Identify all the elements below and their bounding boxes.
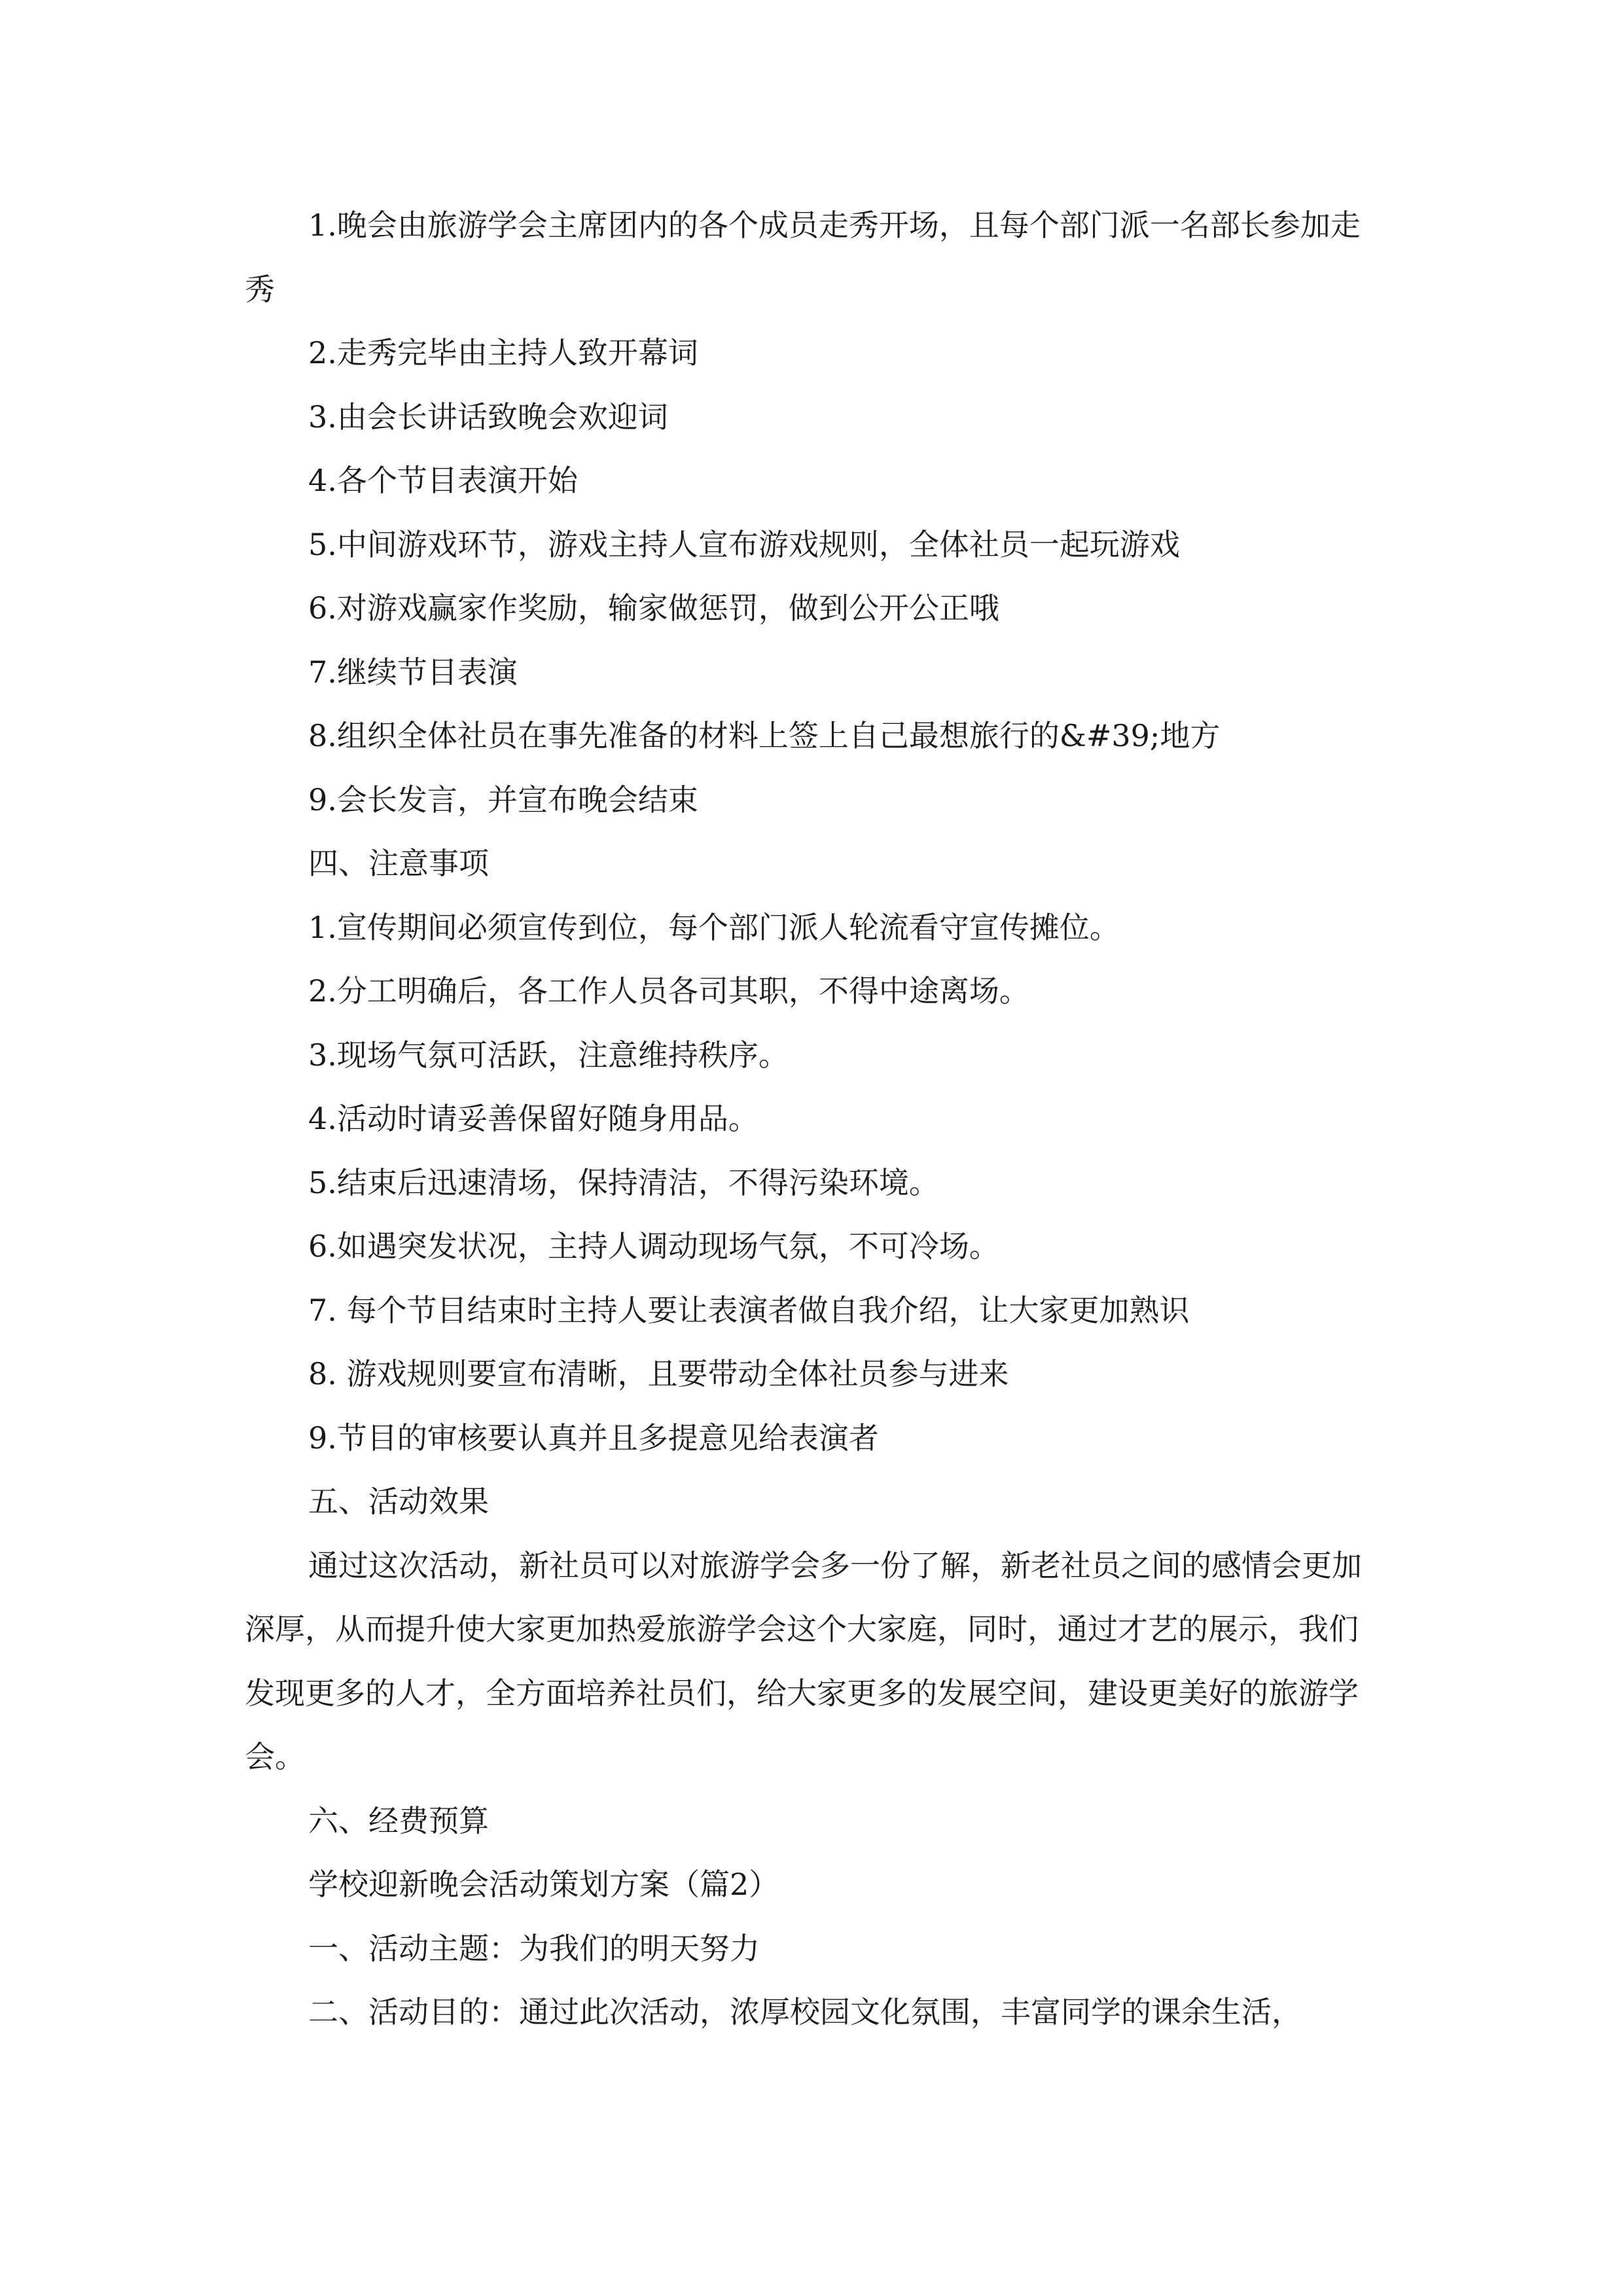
- paragraph-note-6: 6.如遇突发状况，主持人调动现场气氛，不可冷场。: [308, 1229, 999, 1264]
- paragraph-note-9: 9.节目的审核要认真并且多提意见给表演者: [308, 1420, 879, 1456]
- paragraph-purpose: 二、活动目的：通过此次活动，浓厚校园文化氛围，丰富同学的课余生活，: [308, 1994, 1302, 2030]
- paragraph-note-8: 8. 游戏规则要宣布清晰，且要带动全体社员参与进来: [308, 1356, 1009, 1391]
- section-heading-budget: 六、经费预算: [308, 1803, 489, 1839]
- paragraph-note-7: 7. 每个节目结束时主持人要让表演者做自我介绍，让大家更加熟识: [308, 1292, 1190, 1328]
- paragraph-program-6: 6.对游戏赢家作奖励，输家做惩罚，做到公开公正哦: [308, 590, 999, 626]
- paragraph-program-5: 5.中间游戏环节，游戏主持人宣布游戏规则，全体社员一起玩游戏: [308, 526, 1180, 562]
- paragraph-note-1: 1.宣传期间必须宣传到位，每个部门派人轮流看守宣传摊位。: [308, 909, 1120, 945]
- paragraph-note-4: 4.活动时请妥善保留好随身用品。: [308, 1101, 758, 1136]
- paragraph-note-2: 2.分工明确后，各工作人员各司其职，不得中途离场。: [308, 973, 1029, 1009]
- paragraph-theme: 一、活动主题：为我们的明天努力: [308, 1930, 760, 1966]
- paragraph-program-8: 8.组织全体社员在事先准备的材料上签上自己最想旅行的&#39;地方: [308, 718, 1221, 753]
- paragraph-program-4: 4.各个节目表演开始: [308, 463, 578, 498]
- section-heading-effect: 五、活动效果: [308, 1484, 489, 1519]
- paragraph-program-3: 3.由会长讲话致晚会欢迎词: [308, 399, 668, 435]
- paragraph-program-2: 2.走秀完毕由主持人致开幕词: [308, 335, 698, 370]
- paragraph-program-1: 1.晚会由旅游学会主席团内的各个成员走秀开场，且每个部门派一名部长参加走秀: [245, 207, 1361, 307]
- paragraph-program-9: 9.会长发言，并宣布晚会结束: [308, 781, 698, 817]
- document-subtitle: 学校迎新晚会活动策划方案（篇2）: [308, 1867, 779, 1902]
- paragraph-program-7: 7.继续节目表演: [308, 654, 518, 690]
- document-body: [245, 194, 1382, 2045]
- paragraph-note-5: 5.结束后迅速清场，保持清洁，不得污染环境。: [308, 1164, 939, 1200]
- paragraph-effect: 通过这次活动，新社员可以对旅游学会多一份了解，新老社员之间的感情会更加深厚，从而提升使大家更加热爱旅游学会这个大家庭，同时，通过才艺的展示，我们发现更多的人才，全方面培养社员们，给大家更多的发展空间，建设更美好的旅游学会。: [245, 1547, 1362, 1774]
- paragraph-note-3: 3.现场气氛可活跃，注意维持秩序。: [308, 1037, 789, 1073]
- section-heading-notes: 四、注意事项: [308, 846, 489, 881]
